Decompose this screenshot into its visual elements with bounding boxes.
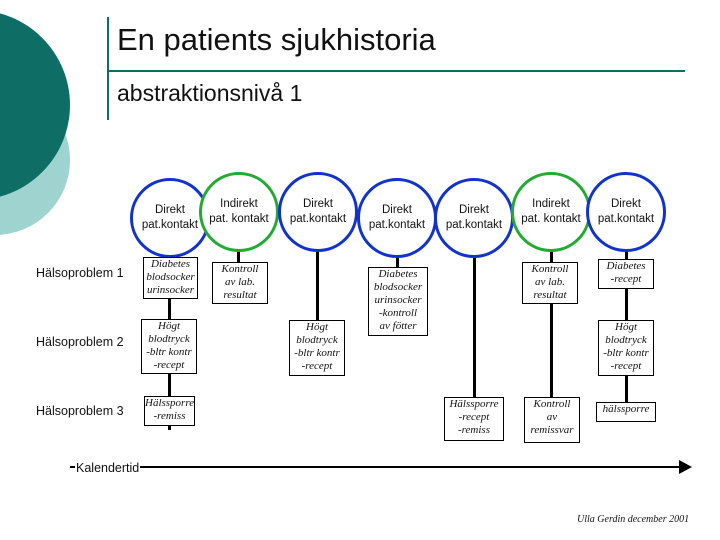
- page-subtitle: abstraktionsnivå 1: [117, 80, 303, 106]
- entry-box: hälssporre: [596, 402, 656, 422]
- contact-line-6: [550, 230, 553, 400]
- contact-line-7: [625, 230, 628, 405]
- timeline-axis: [70, 466, 682, 468]
- author-credit: Ulla Gerdin december 2001: [577, 514, 690, 525]
- entry-box: Kontroll av remissvar: [524, 397, 580, 443]
- contact-direct-5: Direkt pat.kontakt: [434, 178, 514, 258]
- contact-direct-4: Direkt pat.kontakt: [357, 178, 437, 258]
- entry-box: Högt blodtryck -bltr kontr -recept: [598, 320, 654, 376]
- contact-indirect-2: Indirekt pat. kontakt: [199, 172, 279, 252]
- contact-direct-3: Direkt pat.kontakt: [278, 172, 358, 252]
- row-label-3: Hälsoproblem 3: [36, 404, 124, 418]
- row-label-1: Hälsoproblem 1: [36, 266, 124, 280]
- contact-indirect-6: Indirekt pat. kontakt: [511, 172, 591, 252]
- contact-direct-7: Direkt pat.kontakt: [586, 172, 666, 252]
- timeline-arrow-icon: [679, 460, 692, 474]
- decorative-circles: [0, 0, 110, 300]
- entry-box: Högt blodtryck -bltr kontr -recept: [141, 319, 197, 374]
- title-rule-horizontal: [107, 70, 685, 72]
- entry-box: Diabetes blodsocker urinsocker: [143, 257, 198, 299]
- page-title: En patients sjukhistoria: [117, 22, 436, 57]
- entry-box: Hälssporre -remiss: [144, 396, 195, 426]
- entry-box: Diabetes blodsocker urinsocker -kontroll av fötter: [368, 267, 428, 336]
- entry-box: Diabetes -recept: [598, 259, 654, 289]
- entry-box: Hälssporre -recept -remiss: [444, 397, 504, 441]
- entry-box: Högt blodtryck -bltr kontr -recept: [289, 320, 345, 376]
- contact-direct-1: Direkt pat.kontakt: [130, 178, 210, 258]
- entry-box: Kontroll av lab. resultat: [522, 262, 578, 304]
- title-rule-vertical: [107, 17, 109, 120]
- row-label-2: Hälsoproblem 2: [36, 335, 124, 349]
- timeline-label: Kalendertid: [76, 461, 140, 475]
- entry-box: Kontroll av lab. resultat: [212, 262, 268, 304]
